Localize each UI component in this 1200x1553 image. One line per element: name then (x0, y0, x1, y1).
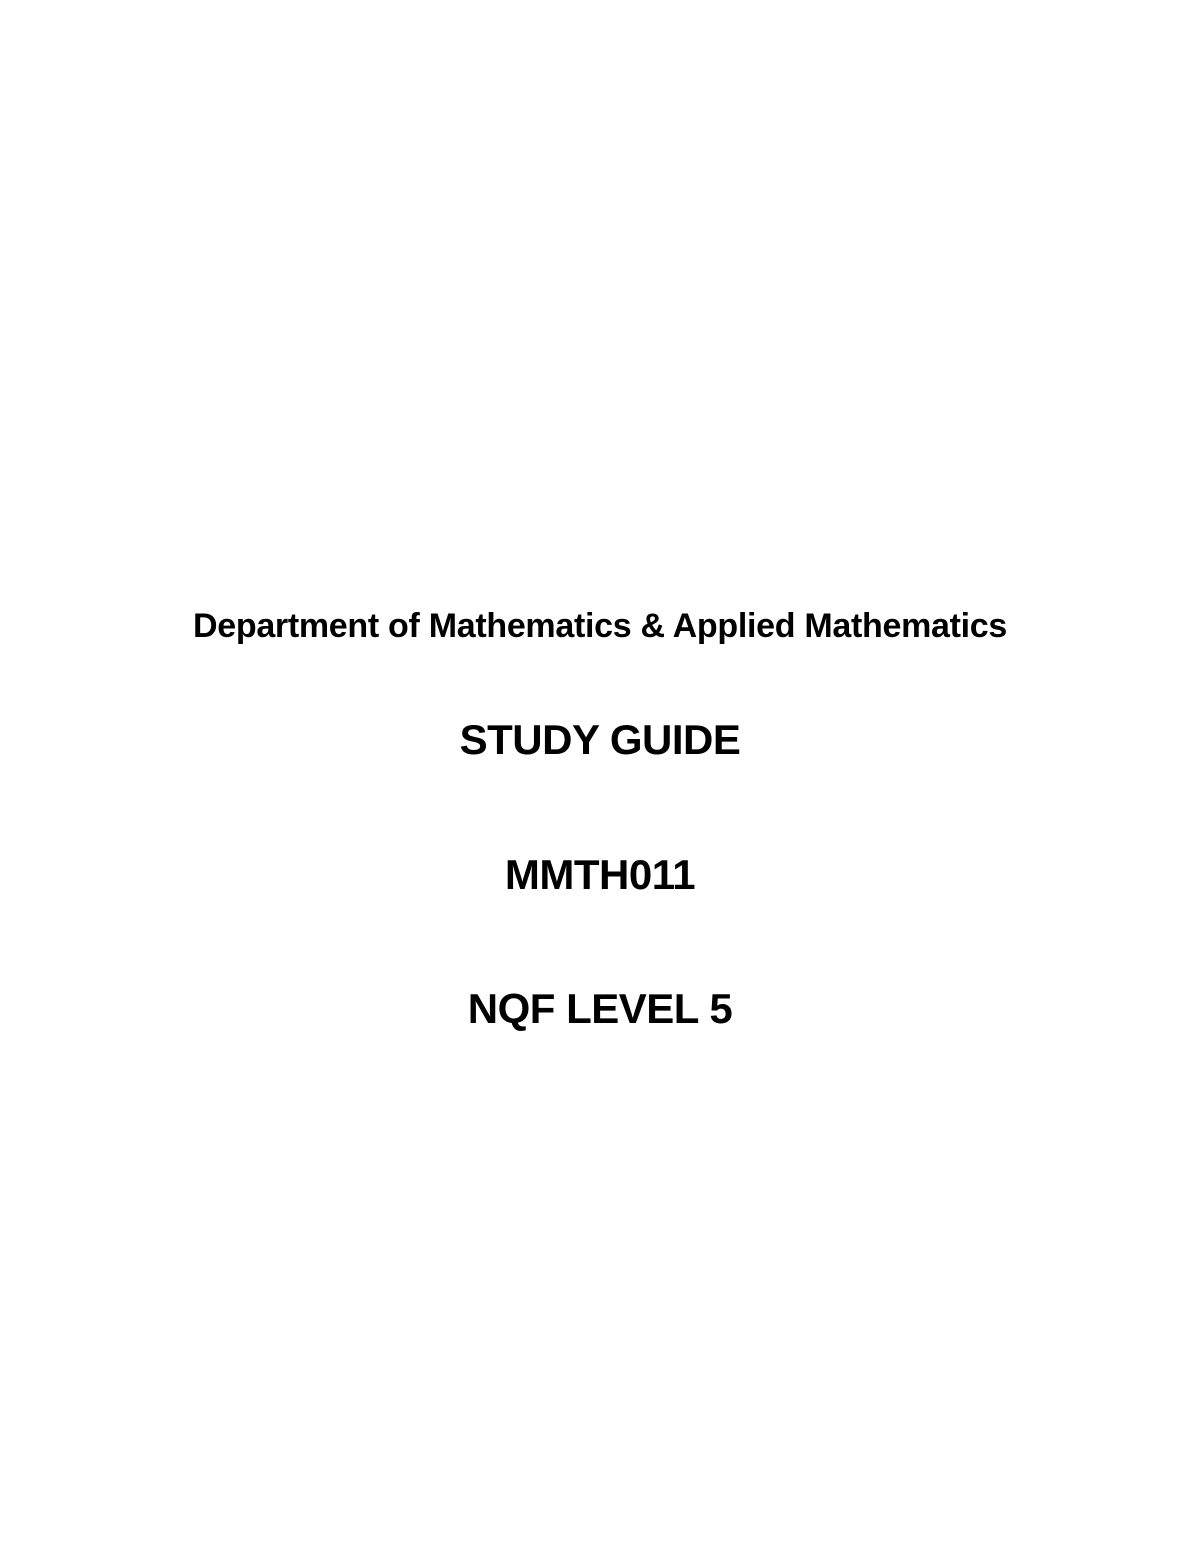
document-title: STUDY GUIDE (459, 716, 741, 763)
nqf-level: NQF LEVEL 5 (467, 985, 733, 1032)
department-name: Department of Mathematics & Applied Mathematics (192, 607, 1008, 645)
course-code: MMTH011 (504, 851, 696, 898)
